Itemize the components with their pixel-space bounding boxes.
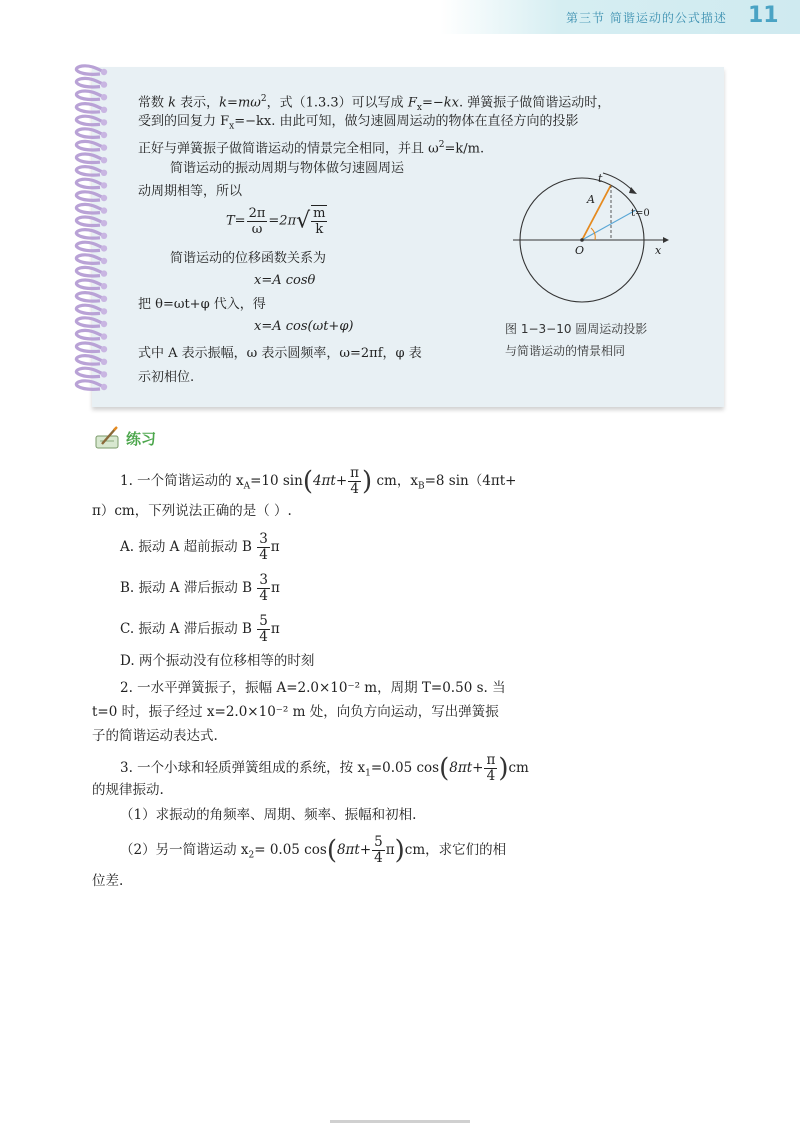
label-t0: t=0 [631,208,650,219]
spiral-hole [101,270,107,276]
spiral-hole [101,359,107,365]
spiral-ring [76,141,102,150]
question-3-part-1: （1）求振动的角频率、周期、频率、振幅和初相. [120,807,417,823]
spiral-hole [101,258,107,264]
final-equation: x=A cos(ωt+φ) [254,319,354,334]
spiral-hole [101,69,107,75]
disp-equation: x=A cosθ [254,273,316,288]
spiral-hole [101,220,107,226]
note-line-2: 受到的回复力 $F_x=-kx$. 由此可知，做匀速圆周运动的物体在直径方向的投影 [138,114,579,132]
spiral-ring [76,179,102,188]
expl-line-1: 式中 A 表示振幅，ω 表示圆频率，ω=2πf，φ 表 [138,346,422,361]
spiral-ring [76,217,102,226]
spiral-ring [76,255,102,264]
note-line-3: 正好与弹簧振子做简谐运动的情景完全相同，并且 $\omega^2=k/m$. [138,140,485,157]
spiral-ring [76,280,102,289]
spiral-hole [101,107,107,113]
spiral-ring [76,356,102,365]
spiral-ring [76,91,102,100]
question-1-line-1: 1. 一个简谐运动的 $x_A=10$ sin(4πt+ $\frac{\pi}{4}$ ) cm，$x_B=8$ sin（4πt+ [120,465,517,497]
note-para2-line2: 动周期相等，所以 [138,184,243,199]
question-3-line-1: 3. 一个小球和轻质弹簧组成的系统，按 $x_1=0.05$ cos(8πt+ $\frac{\pi}{4}$ )cm [120,752,529,784]
question-2-line-3: 子的简谐运动表达式. [92,728,218,744]
question-1-line-2: π）cm，下列说法正确的是（ ）. [92,503,292,519]
spiral-hole [101,170,107,176]
expl-line-2: 示初相位. [138,370,195,385]
question-3-line-2: 的规律振动. [92,782,164,798]
disp-intro: 简谐运动的位移函数关系为 [170,251,327,266]
spiral-ring [76,293,102,302]
label-t: t [598,172,603,185]
spiral-hole [101,144,107,150]
figure-caption: 图 1−3−10 圆周运动投影 与简谐运动的情景相同 [505,322,648,358]
spiral-ring [76,230,102,239]
spiral-ring [76,330,102,339]
spiral-hole [101,308,107,314]
label-A: A [587,193,595,206]
question-2-line-2: t=0 时，振子经过 x=2.0×10⁻² m 处，向负方向运动，写出弹簧振 [92,704,499,720]
spiral-hole [101,233,107,239]
spiral-ring [76,192,102,201]
spiral-hole [101,333,107,339]
spiral-ring [76,204,102,213]
label-x: x [655,244,662,257]
spiral-hole [101,321,107,327]
spiral-ring [76,305,102,314]
spiral-hole [101,296,107,302]
subst-line: 把 θ=ωt+φ 代入，得 [138,297,266,312]
spiral-hole [101,157,107,163]
spiral-ring [76,167,102,176]
spiral-ring [76,116,102,125]
option-b: B. 振动 A 滞后振动 B $\frac{3}{4}$ π [120,572,280,604]
spiral-hole [101,346,107,352]
spiral-hole [101,94,107,100]
spiral-hole [101,132,107,138]
spiral-hole [101,283,107,289]
spiral-hole [101,207,107,213]
note-para2-line1: 简谐运动的振动周期与物体做匀速圆周运 [170,161,405,176]
spiral-binding-icon [60,60,120,400]
practice-title: 练习 [126,430,157,448]
question-3-line-4: 位差. [92,873,124,889]
spiral-ring [76,104,102,113]
page-number: 11 [748,3,779,28]
option-a: A. 振动 A 超前振动 B $\frac{3}{4}$ π [120,531,280,563]
spiral-ring [76,318,102,327]
note-line-1: 常数 k 表示，$k=m\omega^2$，式（1.3.3）可以写成 $F_x=-kx$. 弹簧振子做简谐运动时， [138,94,611,113]
spiral-hole [101,119,107,125]
spiral-ring [76,66,102,75]
spiral-hole [101,195,107,201]
option-d: D. 两个振动没有位移相等的时刻 [120,653,315,669]
spiral-hole [101,384,107,390]
pen-notebook-icon [94,424,124,450]
spiral-ring [76,343,102,352]
label-O: O [575,244,585,257]
period-formula: T= $\frac{2\pi}{\omega}$ =2π√ $\frac{m}{k}$ [226,205,326,237]
question-2-line-1: 2. 一水平弹簧振子，振幅 A=2.0×10⁻² m，周期 T=0.50 s. 当 [120,680,506,696]
question-3-part-2: （2）另一简谐运动 $x_2= 0.05$ cos(8πt+ $\frac{5}{4}$ π)cm，求它们的相 [120,834,507,866]
spiral-ring [76,368,102,377]
option-c: C. 振动 A 滞后振动 B $\frac{5}{4}$ π [120,613,280,645]
spiral-hole [101,81,107,87]
section-title: 第三节 简谐运动的公式描述 [566,11,727,25]
spiral-ring [76,242,102,251]
circle-projection-figure [505,165,680,315]
spiral-ring [76,78,102,87]
bottom-rule [330,1120,470,1123]
spiral-ring [76,381,102,390]
spiral-hole [101,182,107,188]
spiral-hole [101,371,107,377]
spiral-hole [101,245,107,251]
spiral-ring [76,129,102,138]
spiral-ring [76,154,102,163]
spiral-ring [76,267,102,276]
